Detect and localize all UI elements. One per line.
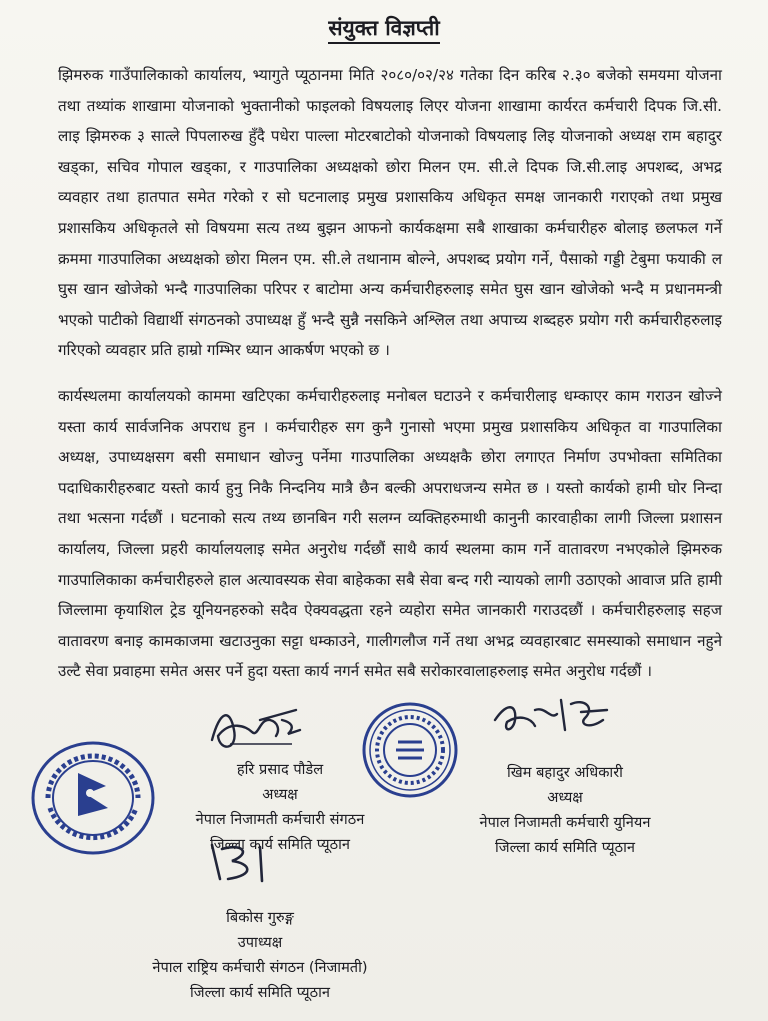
- signatory-role: उपाध्यक्ष: [237, 934, 283, 951]
- signatory-2: [395, 760, 735, 860]
- document-title: [0, 14, 768, 42]
- signatory-3: [90, 905, 430, 1005]
- paragraph-1: झिमरुक गाउँपालिकाको कार्यालय, भ्यागुते प्यूठानमा मिति २०८०/०२/२४ गतेका दिन करिब २.३० बजेको समयमा योजना तथा तथ्यांक शाखामा योजनाको भुक्तानीको फाइलको विषयलाइ लिएर योजना शाखामा कार्यरत कर्मचारी दिपक जि.सी. लाइ झिमरुक ३ सात्ले पिपलारुख हुँदै पधेरा पाल्ला मोटरबाटोको योजनाको विषयलाइ लिइ योजनाको अध्यक्ष राम बहादुर खड्का, सचिव गोपाल खड्का, र गाउपालिका अध्यक्षको छोरा मिलन एम. सी.ले दिपक जि.सी.लाइ अपशब्द, अभद्र व्यवहार तथा हातपात समेत गरेको र सो घटनालाइ प्रमुख प्रशासकिय अधिकृत समक्ष जानकारी गराएको तथा प्रमुख प्रशासकिय अधिकृतले सो विषयमा सत्य तथ्य बुझन आफनो कार्यकक्षमा सबै शाखाका कर्मचारीहरु बोलाइ छलफल गर्ने क्रममा गाउपालिका अध्यक्षको छोरा मिलन एम. सी.ले तथानाम बोल्ने, अपशब्द प्रयोग गर्ने, पैसाको गड्डी टेबुमा फयाकी ल घुस खान खोजेको भन्दै गाउपालिका परिपर र बाटोमा अन्य कर्मचारीहरुलाइ समेत घुस खान खोजेको भन्दै म प्रधानमन्त्री भएको पाटीको विद्यार्थी संगठनको उपाध्यक्ष हुँ भन्दै सुन्नै नसकिने अश्लिल तथा अपाच्य शब्दहरु प्रयोग गरी कर्मचारीहरुलाइ गरिएको व्यवहार प्रति हाम्रो गम्भिर ध्यान आकर्षण भएको छ ।: [58, 66, 722, 360]
- signatory-org: नेपाल निजामती कर्मचारी संगठन: [195, 811, 365, 828]
- signatory-name: खिम बहादुर अधिकारी: [507, 764, 623, 781]
- signatory-name: हरि प्रसाद पौडेल: [236, 761, 324, 778]
- signatory-org: नेपाल राष्ट्रिय कर्मचारी संगठन (निजामती): [152, 959, 368, 976]
- signatory-role: अध्यक्ष: [262, 786, 298, 803]
- signatory-name: बिकोस गुरुङ्ग: [226, 909, 294, 926]
- paragraph-2: कार्यस्थलमा कार्यालयको काममा खटिएका कर्मचारीहरुलाइ मनोबल घटाउने र कर्मचारीलाइ धम्काएर काम गराउन खोज्ने यस्ता कार्य सार्वजनिक अपराध हुन । कर्मचारीहरु सग कुनै गुनासो भएमा प्रमुख प्रशासकिय अधिकृत वा गाउपालिका अध्यक्ष, उपाध्यक्षसग बसी समाधान खोज्नु पर्नेमा गाउपालिका अध्यक्षकै छोरा लगाएत निर्माण उपभोक्ता समितिका पदाधिकारीहरुबाट यस्तो कार्य हुनु निकै निन्दनिय मात्रै छैन बल्की अपराधजन्य समेत छ । यस्तो कार्यको हामी घोर निन्दा तथा भत्सना गर्दछौं । घटनाको सत्य तथ्य छानबिन गरी सलग्न व्यक्तिहरुमाथी कानुनी कारवाहीका लागी जिल्ला प्रशासन कार्यालय, जिल्ला प्रहरी कार्यालयलाइ समेत अनुरोध गर्दछौं साथै कार्य स्थलमा काम गर्ने वातावरण नभएकोले झिमरुक गाउपालिकाका कर्मचारीहरुले हाल अत्यावस्यक सेवा बाहेकका सबै सेवा बन्द गरी न्यायको लागी उठाएको आवाज प्रति हामी जिल्लामा कृयाशिल ट्रेड यूनियनहरुको सदैव ऐक्यवद्धता रहने व्यहोरा समेत जानकारी गराउदछौं । कर्मचारीहरुलाइ सहज वातावरण बनाइ कामकाजमा खटाउनुका सट्टा धम्काउने, गालीगलौज गर्ने तथा अभद्र व्यवहारबाट समस्याको समाधान नहुने उल्टै सेवा प्रवाहमा समेत असर पर्ने हुदा यस्ता कार्य नगर्न समेत सबै सरोकारवालाहरुलाइ समेत अनुरोध गर्दछौं ।: [58, 387, 722, 681]
- signatory-org: नेपाल निजामती कर्मचारी युनियन: [479, 814, 651, 831]
- signature-1-icon: [200, 700, 310, 760]
- signatory-role: अध्यक्ष: [547, 789, 583, 806]
- title-text: संयुक्त विज्ञप्ती: [328, 16, 439, 44]
- signature-2-icon: [485, 690, 615, 750]
- signatory-committee: जिल्ला कार्य समिति प्यूठान: [210, 836, 350, 853]
- signatory-committee: जिल्ला कार्य समिति प्यूठान: [190, 984, 330, 1001]
- signatory-committee: जिल्ला कार्य समिति प्यूठान: [495, 839, 635, 856]
